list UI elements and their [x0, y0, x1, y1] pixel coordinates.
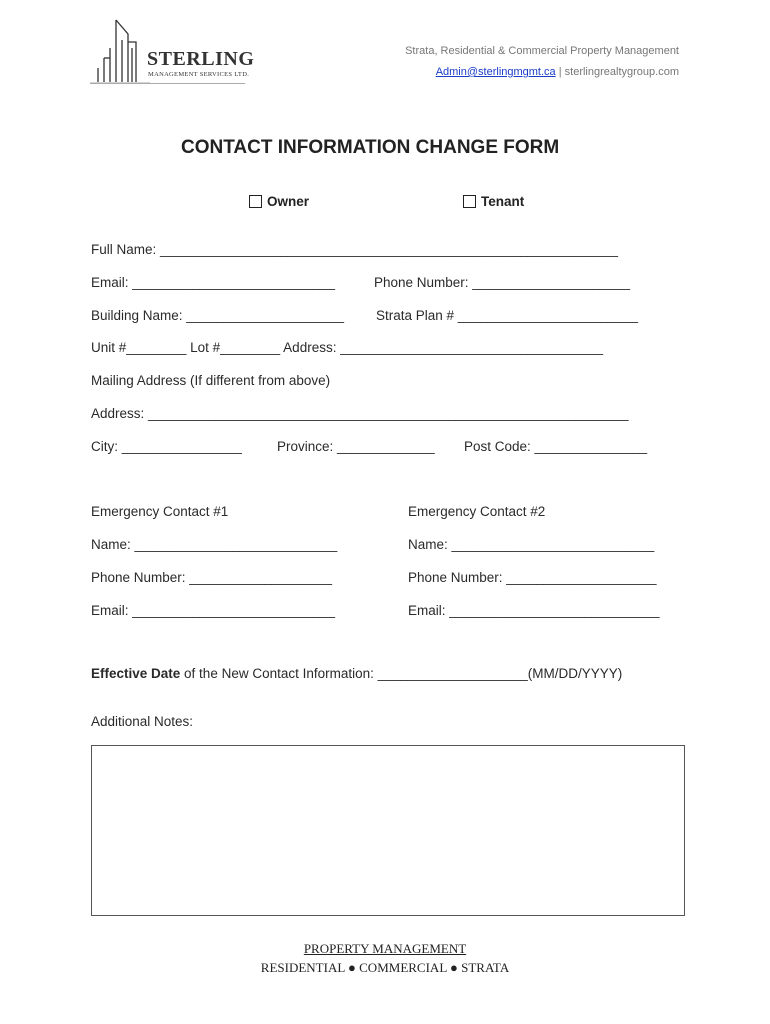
email-link[interactable]: Admin@sterlingmgmt.ca [435, 66, 556, 78]
strata-plan-field[interactable]: Strata Plan # ________________________ [376, 308, 638, 323]
logo-underline [90, 83, 245, 84]
full-name-field[interactable]: Full Name: _____________________________________________________________ [91, 242, 619, 257]
tenant-label: Tenant [481, 194, 525, 209]
emergency-contact-1-phone-field[interactable]: Phone Number: ___________________ [91, 570, 332, 585]
emergency-contact-1-name-field[interactable]: Name: ___________________________ [91, 537, 338, 552]
header-separator: | [558, 66, 562, 78]
city-field[interactable]: City: ________________ [91, 439, 242, 454]
building-logo-icon [90, 18, 150, 86]
postcode-field[interactable]: Post Code: _______________ [464, 439, 648, 454]
emergency-contact-2-phone-field[interactable]: Phone Number: ____________________ [408, 570, 657, 585]
mailing-address-field[interactable]: Address: ________________________________________________________________ [91, 406, 629, 421]
tenant-checkbox[interactable] [463, 195, 476, 208]
emergency-contact-2-name-field[interactable]: Name: ___________________________ [408, 537, 655, 552]
website-text: sterlingrealtygroup.com [564, 66, 679, 78]
company-logo [90, 18, 260, 88]
logo-subtitle: MANAGEMENT SERVICES LTD. [148, 71, 250, 78]
owner-label: Owner [267, 194, 310, 209]
footer [0, 941, 770, 976]
phone-field[interactable]: Phone Number: _____________________ [374, 275, 630, 290]
emergency-contact-2-email-field[interactable]: Email: ____________________________ [408, 603, 660, 618]
additional-notes-label: Additional Notes: [91, 714, 194, 729]
footer-line-1: PROPERTY MANAGEMENT [303, 941, 467, 956]
effective-date-rest: of the New Contact Information: ____________________(MM/DD/YYYY) [180, 666, 623, 681]
unit-lot-address-field[interactable]: Unit #________ Lot #________ Address: ___________________________________ [91, 340, 603, 355]
building-name-field[interactable]: Building Name: _____________________ [91, 308, 344, 323]
owner-option[interactable] [249, 194, 309, 209]
header-tagline: Strata, Residential & Commercial Property Management [405, 45, 679, 57]
province-field[interactable]: Province: _____________ [277, 439, 435, 454]
email-field[interactable]: Email: ___________________________ [91, 275, 335, 290]
emergency-contact-2-heading: Emergency Contact #2 [408, 504, 546, 519]
emergency-contact-1-email-field[interactable]: Email: ___________________________ [91, 603, 335, 618]
tenant-option[interactable] [463, 194, 524, 209]
owner-checkbox[interactable] [249, 195, 262, 208]
effective-date-label: Effective Date [91, 666, 181, 681]
header-contact-line [436, 66, 679, 78]
mailing-address-heading: Mailing Address (If different from above) [91, 373, 331, 388]
footer-line-2: RESIDENTIAL ● COMMERCIAL ● STRATA [260, 960, 510, 975]
form-title: CONTACT INFORMATION CHANGE FORM [181, 137, 560, 158]
emergency-contact-1-heading: Emergency Contact #1 [91, 504, 229, 519]
logo-name: STERLING [147, 48, 255, 70]
effective-date-field[interactable] [91, 666, 622, 681]
additional-notes-box[interactable] [91, 745, 685, 916]
